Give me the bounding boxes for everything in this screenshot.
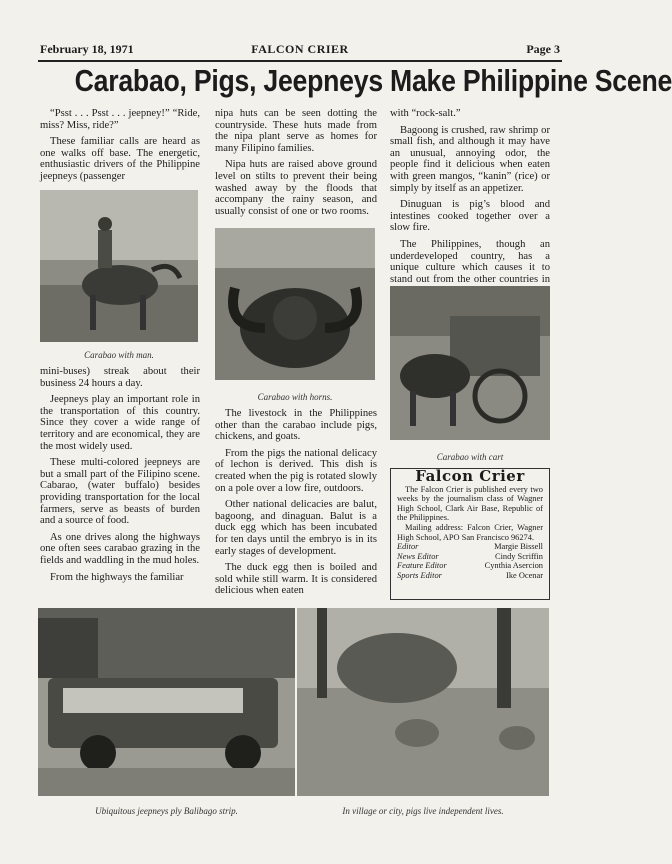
caption: Carabao with cart	[436, 452, 504, 462]
masthead-box	[390, 468, 550, 600]
paragraph: From the pigs the national delicacy of lechon is derived. This dish is created when the pig is rotated slowly on a pole over a low fire, outdoors.	[215, 447, 377, 494]
column-2-top	[215, 108, 377, 222]
paragraph: These familiar calls are heard as one walks off base. The energetic, enthusiastic drivers of the Philippine jeepneys (passenger	[40, 136, 200, 182]
photo-carabao-with-man	[40, 190, 198, 342]
masthead-title: Falcon Crier	[415, 467, 525, 485]
paragraph: Nipa huts are raised above ground level on stilts to prevent their being washed away by the floods that accompany the rainy season, and usually consist of one or two rooms.	[215, 159, 377, 217]
masthead-description: The Falcon Crier is published every two weeks by the journalism class of Wagner High School, Clark Air Base, Republic of the Philippines.	[397, 484, 543, 523]
header-rule	[38, 60, 562, 62]
paragraph: The livestock in the Philippines other than the carabao include pigs, chickens, and goats.	[215, 408, 377, 443]
caption: In village or city, pigs live independent lives.	[342, 806, 504, 816]
headline: Carabao, Pigs, Jeepneys Make Philippine Scene	[74, 63, 672, 98]
paragraph: with “rock-salt.”	[390, 108, 461, 119]
masthead-mailing: Mailing address: Falcon Crier, Wagner High School, APO San Francisco 96274.	[397, 522, 543, 542]
paragraph: Bagoong is crushed, raw shrimp or small fish, and although it may have an unusual, annoying odor, the people find it delicious when eaten with green mangos, “kanin” (rice) or simply by itself as an appetizer.	[390, 124, 550, 194]
photo-carabao-with-horns	[215, 228, 375, 380]
page-header	[40, 42, 560, 58]
staff-row: Sports Editor Ike Ocenar	[397, 570, 543, 580]
paragraph: nipa huts can be seen dotting the countryside. These huts made from the nipa plant serve as homes for many Filipino families.	[215, 108, 377, 154]
paragraph: The duck egg then is boiled and sold while still warm. It is considered delicious when eaten	[215, 562, 377, 597]
paragraph: mini-buses) streak about their business 24 hours a day.	[40, 366, 200, 389]
page-number: Page 3	[526, 42, 560, 56]
staff-row: Editor Margie Bissell	[397, 542, 543, 552]
caption: Ubiquitous jeepneys ply Balibago strip.	[95, 806, 238, 816]
paragraph: “Psst . . . Psst . . . jeepney!” “Ride, miss? Miss, ride?”	[40, 108, 200, 131]
column-1-bottom	[40, 366, 200, 588]
paragraph: Jeepneys play an important role in the transportation of this country. Since they cover a wide range of territory and are economical, they are the most widely used.	[40, 394, 200, 452]
staff-row: News Editor Cindy Scriffin	[397, 551, 543, 561]
paragraph: From the highways the familiar	[50, 571, 184, 583]
photo-pigs	[297, 608, 549, 796]
issue-date: February 18, 1971	[40, 42, 134, 56]
caption: Carabao with horns.	[257, 392, 333, 402]
column-1-top	[40, 108, 200, 188]
newspaper-name: FALCON CRIER	[251, 42, 349, 56]
paragraph: Dinuguan is pig’s blood and intestines cooked together over a slow fire.	[390, 199, 550, 234]
paragraph: As one drives along the highways one often sees carabao grazing in the fields and waddling in the mud holes.	[40, 531, 200, 566]
photo-jeepney	[38, 608, 295, 796]
photo-carabao-with-cart	[390, 286, 550, 440]
paragraph: Other national delicacies are balut, bagoong, and dinaguan. Balut is a duck egg which has been incubated for ten days until the embryo is in its early stages of development.	[215, 499, 377, 557]
paragraph: These multi-colored jeepneys are but a small part of the Filipino scene. Cabarao, (water buffalo) besides providing transportation for the local farmers, serve as beasts of burden and a source of food.	[40, 457, 200, 527]
column-2-bottom	[215, 408, 377, 602]
staff-row: Feature Editor Cynthia Asercion	[397, 561, 543, 571]
paragraph: The Philippines, though an underdeveloped country, has a unique culture which causes it to stand out from the other countries in	[390, 238, 550, 285]
column-3	[390, 108, 550, 302]
caption: Carabao with man.	[84, 350, 154, 360]
